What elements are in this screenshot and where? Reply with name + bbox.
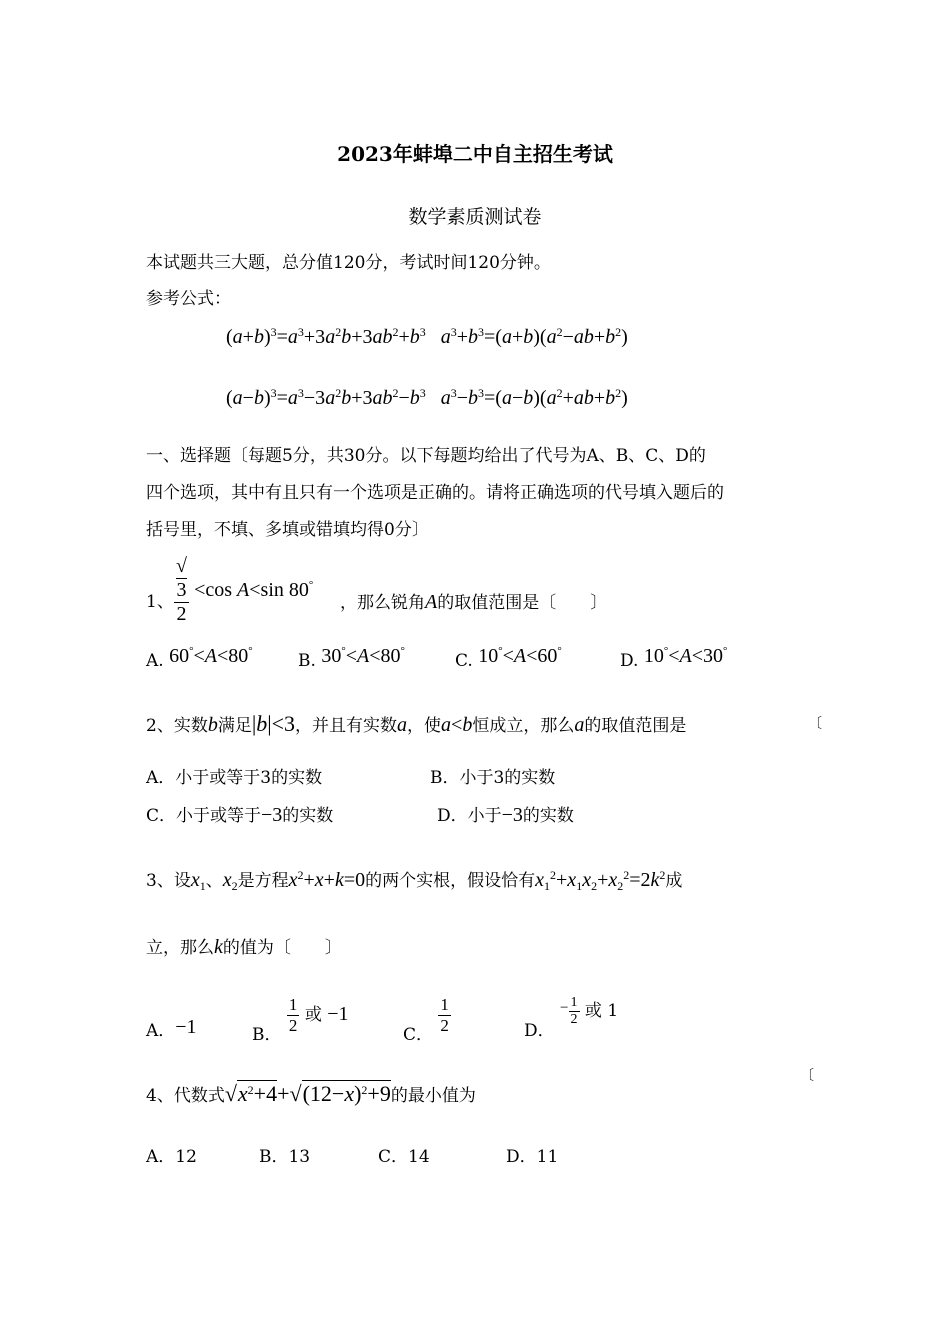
section-instructions: 括号里，不填、多填或错填均得0分〕	[146, 520, 429, 540]
q1-option-a[interactable]: A. 60°<A<80°	[146, 645, 253, 671]
page-subtitle: 数学素质测试卷	[408, 206, 542, 228]
section-instructions: 四个选项，其中有且只有一个选项是正确的。请将正确选项的代号填入题后的	[146, 483, 724, 503]
q3-option-c[interactable]: C． $\frac{1}{2}$	[403, 995, 449, 1045]
question-1-stem: ，那么锐角A的取值范围是〔 〕	[340, 591, 608, 613]
q2-option-b[interactable]: B．小于3的实数	[430, 768, 556, 788]
q1-option-d[interactable]: D. 10°<A<30°	[620, 645, 728, 671]
answer-paren: 〔	[800, 1068, 814, 1084]
q2-option-c[interactable]: C．小于或等于−3的实数	[146, 804, 334, 826]
formula-label: 参考公式：	[146, 289, 231, 309]
q2-option-d[interactable]: D．小于−3的实数	[437, 804, 574, 826]
q2-option-a[interactable]: A．小于或等于3的实数	[146, 768, 323, 788]
question-2-stem: 2、实数b满足|b|<3，并且有实数a，使a<b恒成立，那么a的取值范围是	[146, 711, 687, 736]
q3-option-b[interactable]: B． $\frac{1}{2}$ 或 −1	[252, 995, 349, 1045]
q4-option-a[interactable]: A．12	[146, 1147, 197, 1167]
question-3-stem-cont: 立，那么k的值为〔 〕	[146, 936, 342, 958]
section-instructions: 一、选择题〔每题5分，共30分。以下每题均给出了代号为A、B、C、D的	[146, 446, 706, 466]
q3-option-a[interactable]: A．−1	[146, 1016, 197, 1041]
formula-line-2: $(a-b)^3=a^3-3a^2b+3ab^2-b^3$ $a^3-b^3=(a-b)(a^2+ab+b^2)$	[226, 386, 628, 409]
answer-paren: 〔	[808, 716, 822, 732]
q1-option-c[interactable]: C. 10°<A<60°	[455, 645, 562, 671]
question-4-stem: 4、代数式$√x^2+4+√(12-x)^2+9$的最小值为	[146, 1081, 476, 1106]
formula-line-1: $(a+b)^3=a^3+3a^2b+3ab^2+b^3$ $a^3+b^3=(a+b)(a^2-ab+b^2)$	[226, 325, 628, 348]
q1-option-b[interactable]: B. 30°<A<80°	[298, 645, 405, 671]
question-3-stem: 3、设$x_1$、$x_2$是方程$x^2+x+k=0$的两个实根，假设恰有$x_1^2+x_1x_2+x_2^2=2k^2$成	[146, 868, 683, 893]
q3-option-d[interactable]: D． − $\frac{1}{2}$ 或 1	[524, 995, 619, 1041]
q4-option-c[interactable]: C．14	[378, 1147, 430, 1167]
question-1-expression: √ 3 2 <cos A<sin 80°	[176, 555, 314, 625]
q4-option-d[interactable]: D．11	[506, 1147, 559, 1167]
intro-line: 本试题共三大题，总分值120分，考试时间120分钟。	[146, 253, 551, 273]
q4-option-b[interactable]: B．13	[259, 1147, 311, 1167]
page-title: 2023年蚌埠二中自主招生考试	[337, 142, 613, 166]
question-1-number: 1、	[146, 592, 174, 612]
